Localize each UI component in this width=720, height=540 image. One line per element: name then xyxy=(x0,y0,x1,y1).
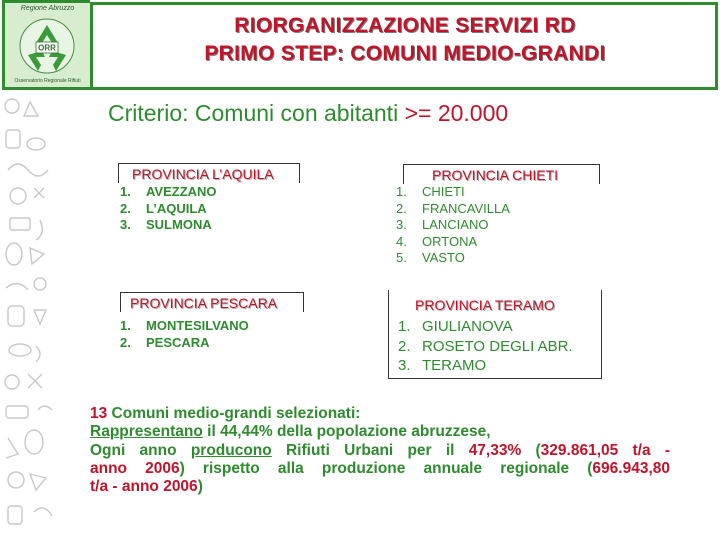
list-item: 4. ORTONA xyxy=(396,233,478,249)
list-item: 2. L’AQUILA xyxy=(120,200,207,216)
province-pescara-list xyxy=(120,318,249,351)
list-item: 2. FRANCAVILLA xyxy=(396,200,510,216)
recycle-icon xyxy=(6,15,88,77)
logo-badge: ORR xyxy=(38,43,56,53)
criterion-threshold: >= 20.000 xyxy=(404,100,509,126)
summary-line-4: anno 2006) rispetto alla produzione annuale regionale (696.943,80 xyxy=(90,459,670,477)
summary-line-1: 13 Comuni medio-grandi selezionati: xyxy=(90,405,361,422)
province-teramo-list xyxy=(398,317,573,376)
list-item: 3. SULMONA xyxy=(120,217,212,232)
summary-line-2: Rappresentano il 44,44% della popolazione abruzzese, xyxy=(90,423,491,441)
page-title-line1: RIORGANIZZAZIONE SERVIZI RD xyxy=(234,14,576,37)
list-item: 1. AVEZZANO xyxy=(120,184,217,199)
region-logo xyxy=(2,0,90,90)
list-item: 1. GIULIANOVA xyxy=(398,318,513,335)
decorative-doodle-strip xyxy=(0,92,62,540)
logo-bottom-text: Osservatorio Regionale Rifiuti xyxy=(14,78,81,84)
list-item: 1. CHIETI xyxy=(396,184,465,199)
list-item: 1. MONTESILVANO xyxy=(120,318,249,333)
province-pescara-title: PROVINCIA PESCARA xyxy=(130,295,278,311)
list-item: 2. PESCARA xyxy=(120,334,210,350)
logo-top-text: Regione Abruzzo xyxy=(20,5,75,12)
province-laquila-title: PROVINCIA L’AQUILA xyxy=(132,166,274,182)
list-item: 3. TERAMO xyxy=(398,357,487,374)
list-item: 3. LANCIANO xyxy=(396,217,489,232)
province-laquila-list xyxy=(120,184,217,234)
criterion-text xyxy=(108,100,508,127)
list-item: 5. VASTO xyxy=(396,250,465,265)
summary-text xyxy=(90,405,670,496)
header xyxy=(0,0,720,92)
province-teramo-title: PROVINCIA TERAMO xyxy=(415,297,555,313)
province-chieti-title: PROVINCIA CHIETI xyxy=(432,167,559,183)
list-item: 2. ROSETO DEGLI ABR. xyxy=(398,337,573,355)
summary-line-5: t/a - anno 2006) xyxy=(90,478,203,496)
province-chieti-list xyxy=(396,184,510,267)
page-title-line2: PRIMO STEP: COMUNI MEDIO-GRANDI xyxy=(204,42,606,65)
summary-line-3: Ogni anno producono Rifiuti Urbani per il 47,33% (329.861,05 t/a - xyxy=(90,441,670,459)
criterion-prefix: Criterio: Comuni con abitanti xyxy=(108,100,405,126)
